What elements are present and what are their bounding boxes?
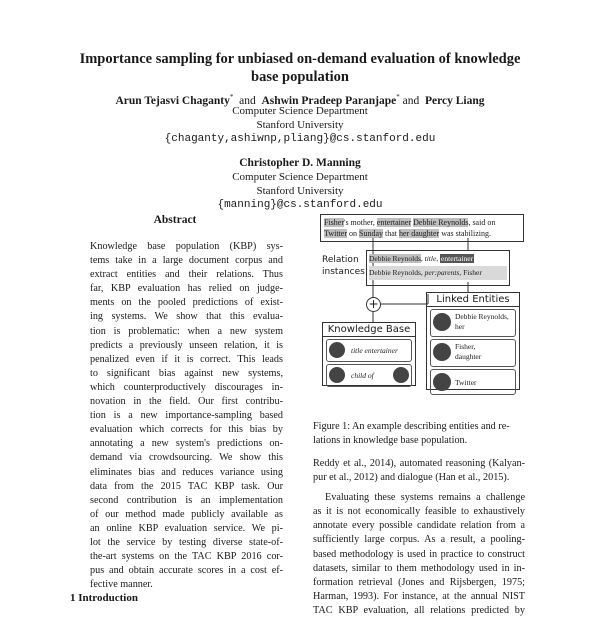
- caption-line: Figure 1: An example describing entities and re-: [313, 421, 510, 432]
- sentence-text: was stabilizing.: [439, 229, 491, 238]
- instance-object: Fisher: [463, 268, 482, 277]
- abstract-line: second contribution is an implementation: [90, 494, 283, 506]
- abstract-line: fective manner.: [90, 579, 153, 591]
- sentence-entity-fisher: Fisher: [324, 218, 344, 227]
- linked-entities-box: [426, 292, 520, 390]
- sentence-text: 's mother,: [344, 218, 377, 227]
- body-line: annotate every possible candidate relation from a: [313, 520, 525, 532]
- email-1: {chaganty,ashiwnp,pliang}@cs.stanford.edu: [164, 133, 436, 145]
- author-3: Percy Liang: [425, 94, 485, 107]
- abstract-line: predicts a previously unseen relation, it is: [90, 339, 283, 351]
- sentence-entertainer: entertainer: [376, 218, 412, 227]
- abstract-line: demand via crowdsourcing. We show this: [90, 452, 283, 464]
- abstract-line: tion is a new importance-sampling based: [90, 410, 283, 422]
- body-line: formation retrieval (Jones and Rijsbergen, 1975;: [313, 576, 525, 588]
- relation-instances-label: [322, 254, 365, 278]
- instance-subject: Debbie Reynolds: [369, 268, 421, 277]
- avatar-icon: [393, 367, 409, 383]
- kb-row-1: [326, 339, 412, 362]
- abstract-line: of our method made publicly available as: [90, 508, 283, 520]
- knowledge-base-title: Knowledge Base: [323, 323, 415, 337]
- avatar-icon: [433, 373, 451, 391]
- entity-row-1: [430, 309, 516, 337]
- univ-2: Stanford University: [256, 185, 344, 197]
- email-2: {manning}@cs.stanford.edu: [217, 199, 383, 211]
- abstract-line: tion is problematic: when a new system: [90, 325, 283, 337]
- abstract-line: data from the 2015 TAC KBP task. Our: [90, 480, 283, 492]
- plus-circle-icon: [366, 297, 381, 312]
- author-2: Ashwin Pradeep Paranjape: [261, 94, 397, 107]
- instance-relation: per:parents: [424, 268, 460, 277]
- abstract-line: pus and obtain accurate scores in a cost ef-: [90, 565, 283, 577]
- affiliation-1: [100, 104, 500, 146]
- instance-relation: title: [424, 254, 437, 263]
- sentence-text: , said on: [468, 218, 496, 227]
- body-line: Evaluating these systems remains a challenge: [325, 492, 525, 504]
- dept-1: Computer Science Department: [232, 105, 368, 117]
- abstract-line: eliminates bias and reduces variance using: [90, 466, 283, 478]
- figure-1: [318, 212, 526, 412]
- figure-caption: [313, 420, 525, 448]
- abstract-line: penalized even if it is correct. This leads: [90, 353, 283, 365]
- sentence-sunday: Sunday: [359, 229, 383, 238]
- entity-name: Fisher, daughter: [455, 342, 482, 361]
- avatar-icon: [329, 342, 345, 358]
- abstract-line: evaluation which corrects for this bias by: [90, 424, 283, 436]
- entity-name: Twitter: [455, 378, 477, 387]
- body-line: based methodology is used in practice to construct: [313, 548, 525, 560]
- intro-heading: 1 Introduction: [70, 592, 138, 604]
- body-line: TAC KBP evaluation, all relations predicted by: [313, 604, 525, 616]
- knowledge-base-box: [322, 322, 416, 386]
- abstract-line: which counterproductively discourages in-: [90, 381, 283, 393]
- abstract-line: ing systems. We show that this evalua-: [90, 311, 283, 323]
- abstract-line: tems take in a large document corpus and: [90, 255, 283, 267]
- abstract-heading: Abstract: [153, 214, 197, 226]
- instance-object: entertainer: [441, 254, 474, 263]
- body-line: datasets, similar to them methodology used in in-: [313, 562, 525, 574]
- title-line-2: base population: [251, 69, 349, 85]
- instance-sep: ,: [459, 268, 464, 277]
- author-1: Arun Tejasvi Chaganty: [115, 94, 230, 107]
- body-line: sufficiently large corpus. As a result, a pooling-: [313, 534, 525, 546]
- author-line-2: [60, 156, 540, 170]
- caption-line: lations in knowledge base population.: [313, 435, 468, 446]
- entity-row-3: [430, 369, 516, 395]
- sentence-her-daughter: her daughter: [399, 229, 440, 238]
- abstract-line: the-art systems on the TAC KBP 2016 cor-: [90, 551, 283, 563]
- abstract-line: lot the service by testing diverse state-of-: [90, 536, 283, 548]
- instances-label: instances: [322, 267, 365, 277]
- kb-relation: child of: [351, 371, 374, 380]
- sentence-text: on: [347, 229, 359, 238]
- sentence-entity-debbie: Debbie Reynolds: [413, 218, 469, 227]
- instance-sep: ,: [420, 268, 425, 277]
- sentence-entity-twitter: Twitter: [324, 229, 347, 238]
- avatar-icon: [433, 343, 451, 361]
- author-2-mark: *: [396, 93, 400, 101]
- entity-name: Debbie Reynolds, her: [455, 312, 509, 331]
- author-4: Christopher D. Manning: [239, 157, 361, 169]
- body-line: Harman, 1993). For instance, at the annual NIST: [313, 590, 525, 602]
- abstract-line: Knowledge base population (KBP) sys-: [90, 241, 283, 252]
- affiliation-2: [100, 170, 500, 212]
- abstract-line: an online KBP evaluation service. We pi-: [90, 522, 283, 534]
- instance-subject: Debbie Reynolds: [369, 254, 421, 263]
- abstract-line: novation in the field. Our first contribu-: [90, 396, 283, 408]
- univ-1: Stanford University: [256, 119, 344, 131]
- kb-relation: title entertainer: [351, 346, 398, 355]
- kb-row-2: [326, 364, 412, 387]
- body-line: as it is not economically feasible to exhaustively: [313, 506, 525, 518]
- entity-row-2: [430, 339, 516, 367]
- relation-instances-box: [366, 250, 510, 286]
- paper-title: [60, 50, 540, 86]
- abstract-line: extract entities and their relations. Thus: [90, 269, 283, 281]
- body-line: Reddy et al., 2014), automated reasoning (Kalyan-: [313, 458, 525, 469]
- and-1: and: [239, 94, 256, 107]
- abstract-line: to significant bias against new systems,: [90, 367, 283, 379]
- instance-sep: ,: [436, 254, 441, 263]
- relation-instance-1: [369, 252, 507, 266]
- title-line-1: Importance sampling for unbiased on-demand evaluation of knowledge: [79, 51, 521, 67]
- body-right-column: [313, 457, 525, 618]
- author-1-mark: *: [229, 93, 234, 101]
- abstract-body: [90, 240, 283, 592]
- avatar-icon: [433, 313, 451, 331]
- relation-label: Relation: [322, 255, 359, 265]
- relation-instance-2: [369, 266, 507, 280]
- plus-sign: +: [368, 297, 379, 311]
- and-2: and: [402, 94, 420, 107]
- abstract-line: far, KBP evaluation has relied on judge-: [90, 283, 283, 295]
- instance-sep: ,: [420, 254, 425, 263]
- body-line: pur et al., 2012) and dialogue (Han et al., 2015).: [313, 472, 510, 484]
- sentence-text: that: [383, 229, 399, 238]
- dept-2: Computer Science Department: [232, 171, 368, 183]
- abstract-line: ments on the pooled predictions of exist-: [90, 297, 283, 309]
- avatar-icon: [329, 367, 345, 383]
- linked-entities-title: Linked Entities: [427, 293, 519, 307]
- abstract-line: annotating a new system's predictions on-: [90, 438, 283, 450]
